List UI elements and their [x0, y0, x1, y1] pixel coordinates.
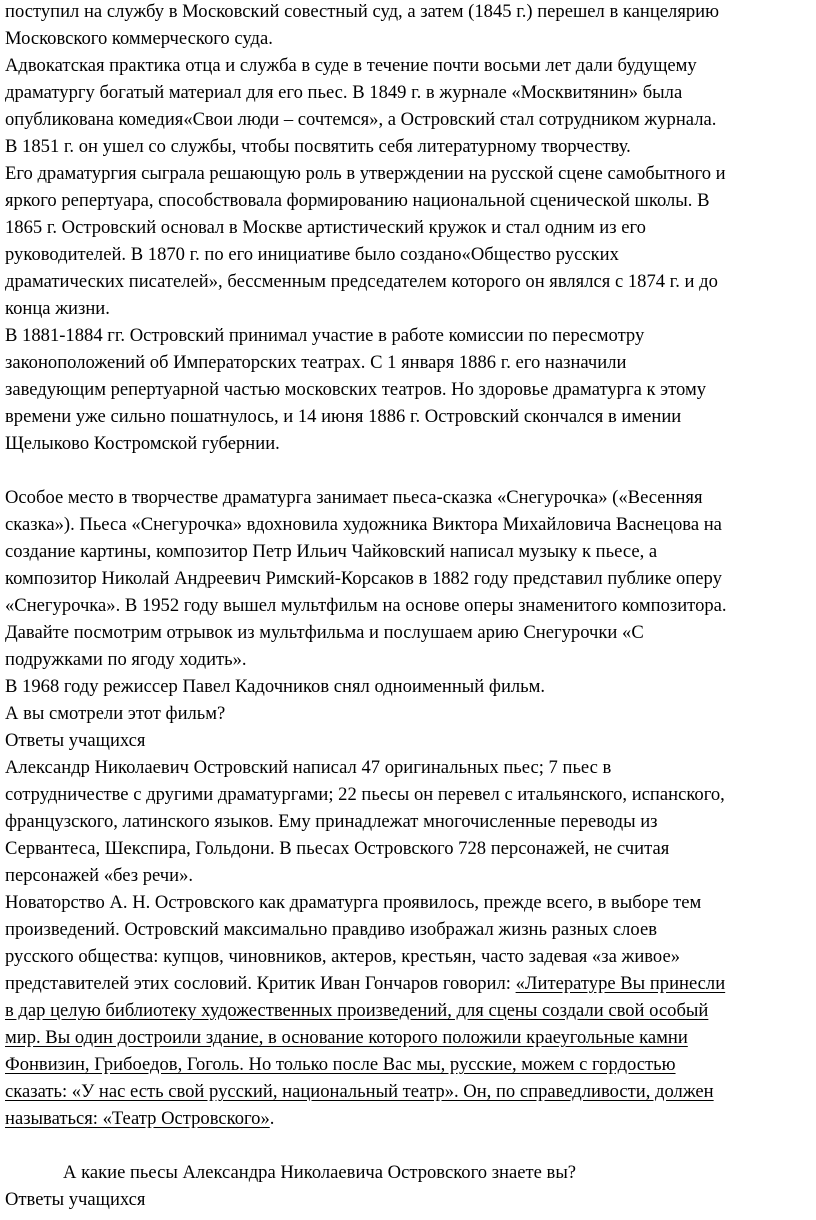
text-line: Щелыково Костромской губернии. [5, 433, 280, 454]
text-line: Новаторство А. Н. Островского как драматурга проявилось, прежде всего, в выборе тем [5, 892, 702, 913]
text-line: Его драматургия сыграла решающую роль в утверждении на русской сцене самобытного и [5, 163, 726, 184]
text-line: В 1968 году режиссер Павел Кадочников снял одноименный фильм. [5, 676, 546, 697]
quote-start: «Литературе Вы принесли [515, 973, 726, 994]
text-line: подружками по ягоду ходить». [5, 649, 247, 670]
quote-intro: представителей этих сословий. Критик Иван Гончаров говорил: [5, 973, 516, 994]
text-line: Давайте посмотрим отрывок из мультфильма и послушаем арию Снегурочки «С [5, 622, 644, 643]
text-line: драматургу богатый материал для его пьес. В 1849 г. в журнале «Москвитянин» была [5, 82, 683, 103]
text-line: Сервантеса, Шекспира, Гольдони. В пьесах Островского 728 персонажей, не считая [5, 838, 670, 859]
text-line: опубликована комедия«Свои люди – сочтемся», а Островский стал сотрудником журнала. [5, 109, 717, 130]
text-line: Особое место в творчестве драматурга занимает пьеса-сказка «Снегурочка» («Весенняя [5, 487, 703, 508]
quote-line: сказать: «У нас есть свой русский, национальный театр». Он, по справедливости, должен [5, 1081, 714, 1102]
text-line: конца жизни. [5, 298, 110, 319]
quote-line: мир. Вы один достроили здание, в основание которого положили краеугольные камни [5, 1027, 688, 1048]
text-line: Ответы учащихся [5, 730, 146, 751]
text-line: заведующим репертуарной частью московских театров. Но здоровье драматурга к этому [5, 379, 707, 400]
text-line: французского, латинского языков. Ему принадлежат многочисленные переводы из [5, 811, 658, 832]
text-line: законоположений об Императорских театрах. С 1 января 1886 г. его назначили [5, 352, 627, 373]
text-line: «Снегурочка». В 1952 году вышел мультфильм на основе оперы знаменитого композитора. [5, 595, 727, 616]
text-line: драматических писателей», бессменным председателем которого он являлся с 1874 г. и до [5, 271, 718, 292]
text-line: сказка»). Пьеса «Снегурочка» вдохновила художника Виктора Михайловича Васнецова на [5, 514, 722, 535]
quote-last: называться: «Театр Островского» [5, 1108, 270, 1129]
quote-end: . [269, 1108, 275, 1129]
text-line: 1865 г. Островский основал в Москве артистический кружок и стал одним из его [5, 217, 646, 238]
quote-line: Фонвизин, Грибоедов, Гоголь. Но только после Вас мы, русские, можем с гордостью [5, 1054, 676, 1075]
text-line: А вы смотрели этот фильм? [5, 703, 226, 724]
text-line: В 1881-1884 гг. Островский принимал участие в работе комиссии по пересмотру [5, 325, 645, 346]
text-line: руководителей. В 1870 г. по его инициативе было создано«Общество русских [5, 244, 619, 265]
text-line: русского общества: купцов, чиновников, актеров, крестьян, часто задевая «за живое» [5, 946, 680, 967]
text-line: яркого репертуара, способствовала формированию национальной сценической школы. В [5, 190, 710, 211]
text-line: времени уже сильно пошатнулось, и 14 июня 1886 г. Островский скончался в имении [5, 406, 682, 427]
answers-label: Ответы учащихся [5, 1189, 146, 1210]
text-line: сотрудничестве с другими драматургами; 22 пьесы он перевел с итальянского, испанского, [5, 784, 725, 805]
text-line: композитор Николай Андреевич Римский-Корсаков в 1882 году представил публике оперу [5, 568, 722, 589]
text-line: создание картины, композитор Петр Ильич Чайковский написал музыку к пьесе, а [5, 541, 658, 562]
text-line: В 1851 г. он ушел со службы, чтобы посвятить себя литературному творчеству. [5, 136, 631, 157]
quote-intro-line [5, 972, 725, 996]
text-line: персонажей «без речи». [5, 865, 194, 886]
quote-end-line [5, 1107, 274, 1131]
text-line: Александр Николаевич Островский написал 47 оригинальных пьес; 7 пьес в [5, 757, 612, 778]
text-line: Московского коммерческого суда. [5, 28, 273, 49]
quote-line: в дар целую библиотеку художественных произведений, для сцены создали свой особый [5, 1000, 709, 1021]
text-line: Адвокатская практика отца и служба в суде в течение почти восьми лет дали будущему [5, 55, 697, 76]
text-line: произведений. Островский максимально правдиво изображал жизнь разных слоев [5, 919, 657, 940]
text-line: поступил на службу в Московский совестный суд, а затем (1845 г.) перешел в канцелярию [5, 1, 720, 22]
question: А какие пьесы Александра Николаевича Островского знаете вы? [63, 1162, 577, 1183]
